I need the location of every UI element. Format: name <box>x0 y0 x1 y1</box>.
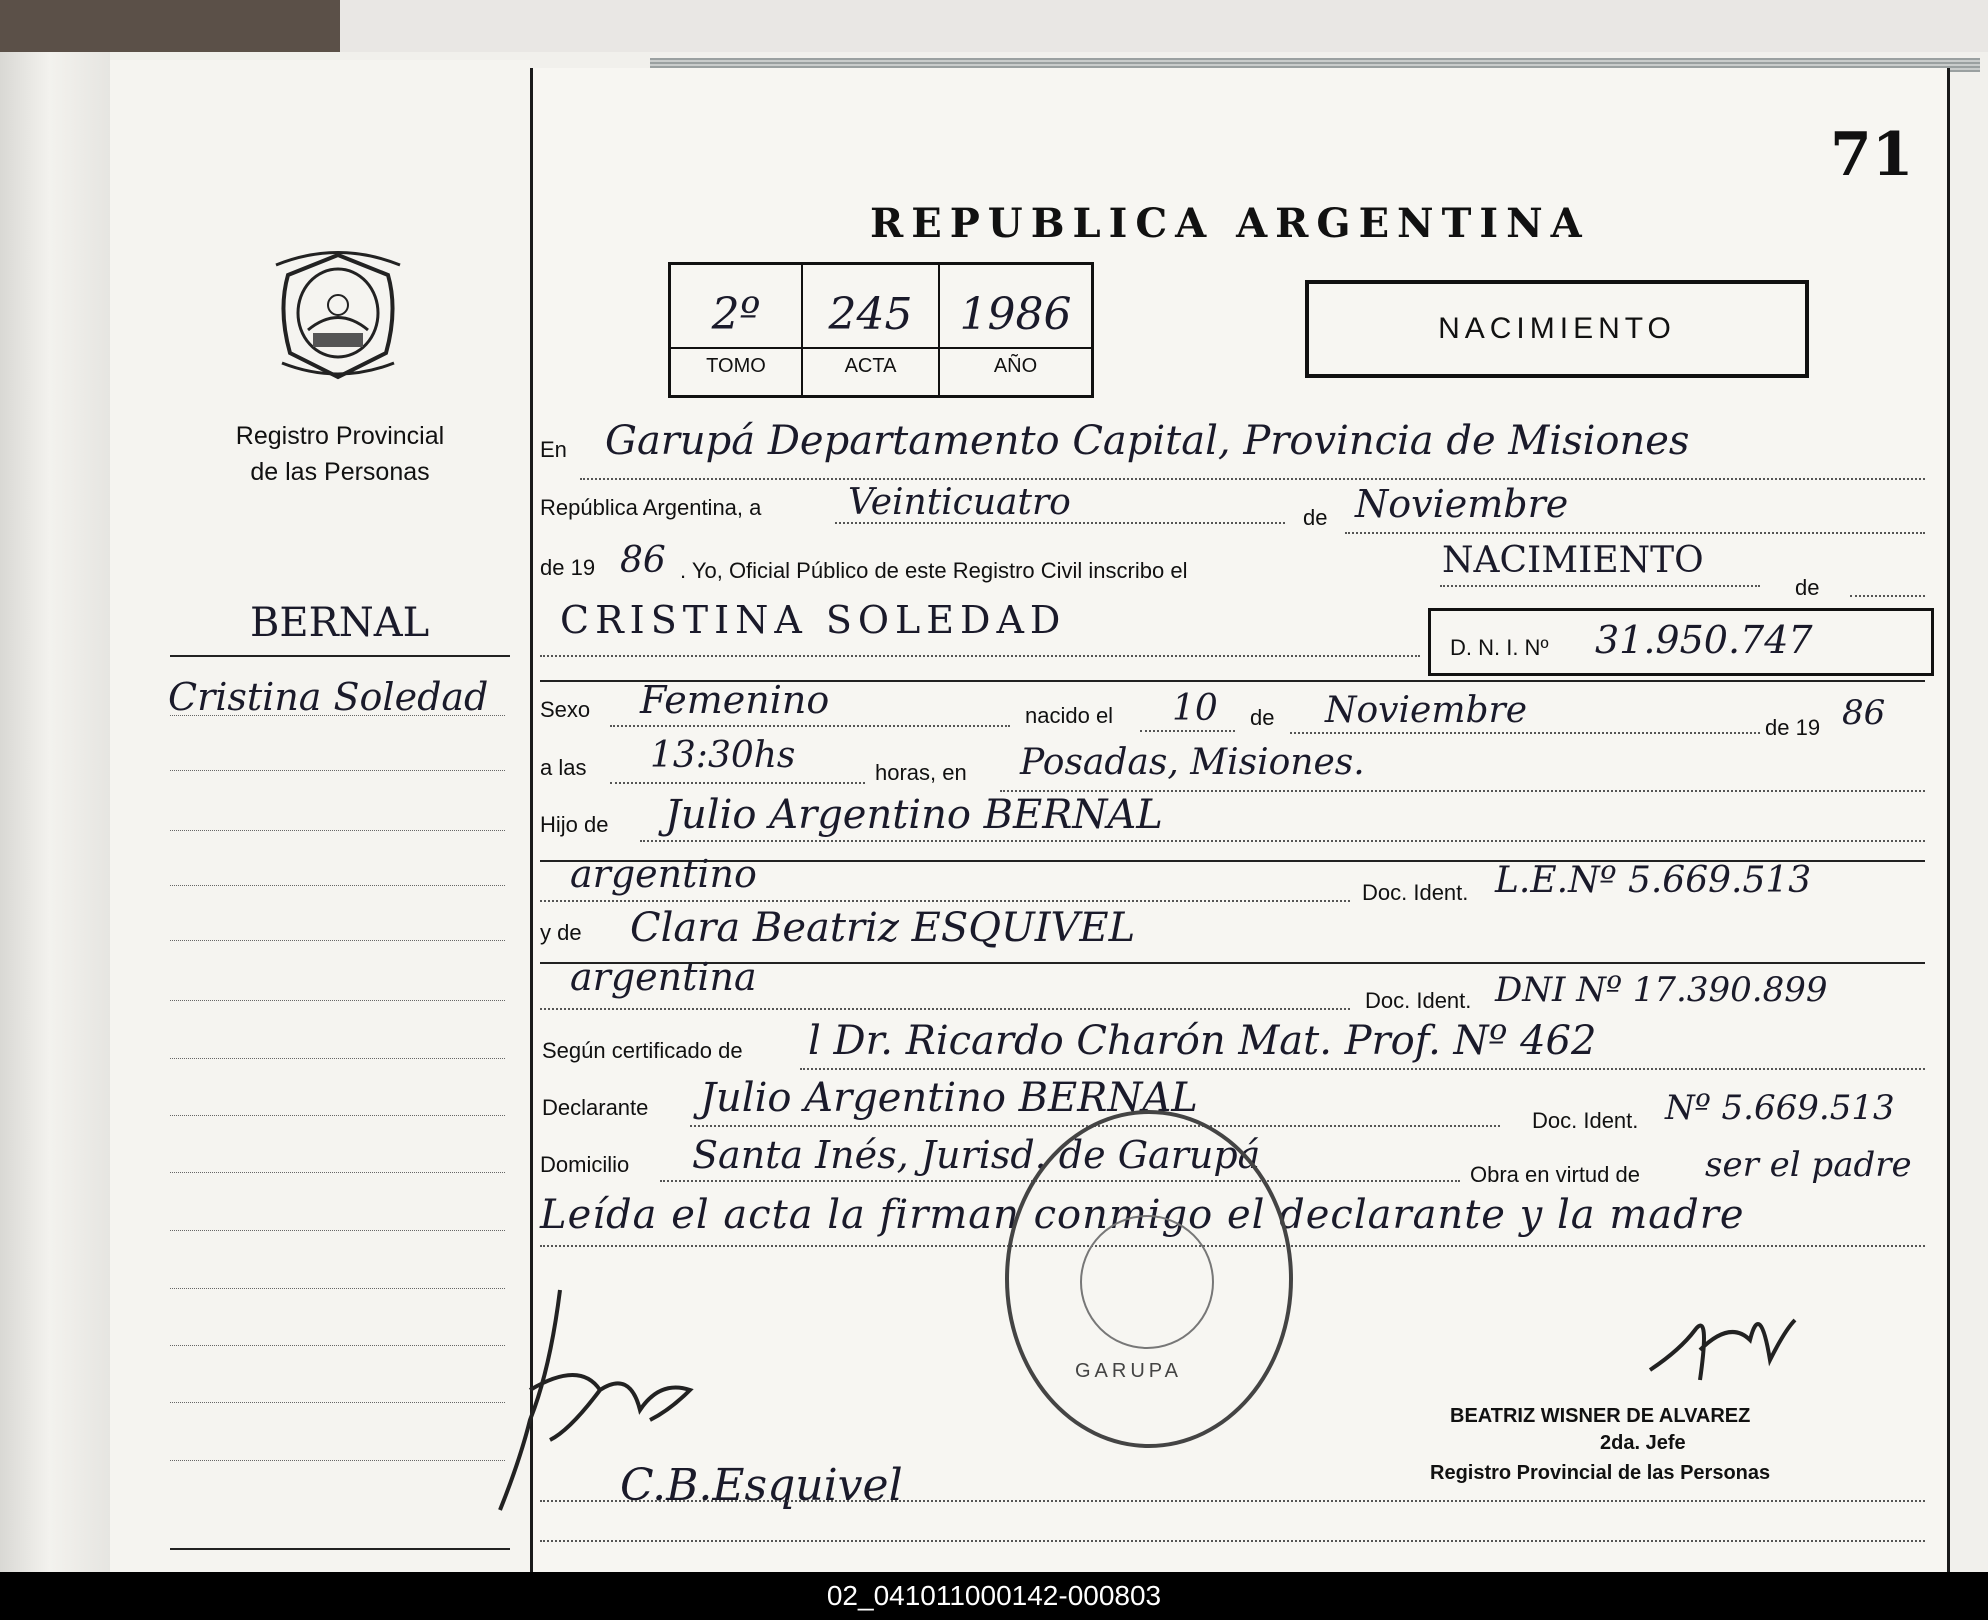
birth-month-line <box>1290 732 1760 734</box>
de-label: de <box>1303 505 1328 530</box>
sexo-label: Sexo <box>540 697 591 722</box>
page-number: 71 <box>1830 120 1914 190</box>
mother-name: Clara Beatriz ESQUIVEL <box>630 905 1136 951</box>
registration-year: 86 <box>620 540 666 581</box>
alas-label: a las <box>540 755 587 780</box>
act-type: NACIMIENTO <box>1442 540 1704 581</box>
dni-label: D. N. I. Nº <box>1450 635 1549 660</box>
margin-given-names: Cristina Soledad <box>168 675 489 719</box>
margin-line <box>170 1460 505 1461</box>
birth-time: 13:30hs <box>650 735 796 776</box>
margin-line <box>170 1402 505 1403</box>
cert-label: Según certificado de <box>542 1038 743 1063</box>
obra-value: ser el padre <box>1705 1145 1912 1185</box>
father-name: Julio Argentino BERNAL <box>665 792 1163 838</box>
margin-line <box>170 830 505 831</box>
signature-line <box>540 1500 1925 1502</box>
dni-value: 31.950.747 <box>1595 618 1813 662</box>
margin-line <box>170 770 505 771</box>
record-type: NACIMIENTO <box>1438 312 1676 345</box>
declarante-doc: Nº 5.669.513 <box>1665 1088 1895 1128</box>
official-signature <box>1640 1290 1800 1400</box>
image-caption-bar <box>0 1572 1988 1620</box>
sexo-value: Femenino <box>640 678 830 722</box>
place-of-registration: Garupá Departamento Capital, Provincia de Misiones <box>605 418 1690 464</box>
margin-line <box>170 1230 505 1231</box>
de-label-3: de <box>1250 705 1275 730</box>
birth-year: 86 <box>1842 693 1886 733</box>
domicilio-label: Domicilio <box>540 1152 630 1177</box>
father-nationality: argentino <box>570 852 757 896</box>
margin-line <box>170 1115 505 1116</box>
anio-label: AÑO <box>993 355 1038 377</box>
domicilio-value: Santa Inés, Jurisd. de Garupá <box>692 1133 1261 1177</box>
official-name: BEATRIZ WISNER DE ALVAREZ <box>1450 1405 1751 1427</box>
declarante-label: Declarante <box>542 1095 649 1120</box>
yde-label: y de <box>540 920 582 945</box>
doc-label-2: Doc. Ident. <box>1365 988 1472 1013</box>
father-nationality-line <box>540 900 1350 902</box>
birth-day: 10 <box>1172 688 1218 729</box>
en-label: En <box>540 437 567 462</box>
act-type-line <box>1440 585 1760 587</box>
acta-label: ACTA <box>844 355 897 377</box>
tomo-cell <box>671 265 803 395</box>
month-line <box>1345 532 1925 534</box>
margin-line <box>170 1345 505 1346</box>
place-line <box>580 478 1925 480</box>
registry-name-line1: Registro Provincial <box>235 422 445 450</box>
mother-nationality-line <box>540 1008 1350 1010</box>
child-name-line <box>540 655 1420 657</box>
birth-day-line <box>1140 730 1235 732</box>
acta-value: 245 <box>828 289 913 340</box>
republic-label: República Argentina, a <box>540 495 762 520</box>
margin-rule <box>170 1548 510 1550</box>
province-seal-icon <box>268 235 408 385</box>
de-line <box>1850 595 1925 597</box>
horas-label: horas, en <box>875 760 967 785</box>
record-type-box <box>1305 280 1809 378</box>
nacido-label: nacido el <box>1025 703 1114 728</box>
registration-month: Noviembre <box>1355 482 1569 526</box>
margin-line <box>170 940 505 941</box>
closing-statement: Leída el acta la firman conmigo el declarante y la madre <box>540 1192 1745 1238</box>
country-heading: REPUBLICA ARGENTINA <box>870 200 1590 247</box>
stamp-place: GARUPA <box>1075 1360 1182 1382</box>
margin-surname: BERNAL <box>250 600 430 646</box>
margin-line <box>170 1288 505 1289</box>
year-prefix: de 19 <box>540 555 596 580</box>
record-number-box <box>668 262 1094 398</box>
cert-line <box>800 1068 1925 1070</box>
registration-day: Veinticuatro <box>848 482 1071 523</box>
mother-signature: C.B.Esquivel <box>620 1460 903 1511</box>
hijo-label: Hijo de <box>540 812 609 837</box>
anio-cell <box>940 265 1091 395</box>
margin-line <box>170 1058 505 1059</box>
cert-value: l Dr. Ricardo Charón Mat. Prof. Nº 462 <box>808 1018 1597 1064</box>
doc-label: Doc. Ident. <box>1362 880 1469 905</box>
father-doc: L.E.Nº 5.669.513 <box>1495 860 1812 901</box>
birth-time-line <box>610 782 865 784</box>
birth-month: Noviembre <box>1325 690 1528 731</box>
margin-line <box>170 1172 505 1173</box>
stamp-emblem-icon <box>1080 1215 1214 1349</box>
margin-line <box>170 1000 505 1001</box>
mother-doc: DNI Nº 17.390.899 <box>1495 970 1828 1010</box>
father-name-line <box>640 840 1925 842</box>
image-code: 02_041011000142-000803 <box>826 1580 1162 1611</box>
de-label-2: de <box>1795 575 1820 600</box>
anio-value: 1986 <box>959 289 1072 340</box>
doc-label-3: Doc. Ident. <box>1532 1108 1639 1133</box>
registry-name-line2: de las Personas <box>250 458 430 486</box>
official-title: 2da. Jefe <box>1600 1432 1686 1454</box>
official-office: Registro Provincial de las Personas <box>1430 1462 1771 1484</box>
margin-line <box>170 715 505 716</box>
acta-cell <box>803 265 940 395</box>
sexo-line <box>610 725 1010 727</box>
declarante-value: Julio Argentino BERNAL <box>700 1075 1198 1121</box>
child-name: CRISTINA SOLEDAD <box>560 598 1067 642</box>
book-spine <box>0 52 110 1572</box>
margin-line <box>170 885 505 886</box>
mother-nationality: argentina <box>570 955 757 999</box>
tomo-label: TOMO <box>706 355 766 377</box>
obra-label: Obra en virtud de <box>1470 1162 1640 1187</box>
signature-line <box>540 1540 1925 1542</box>
tomo-value: 2º <box>711 289 761 340</box>
day-line <box>835 522 1285 524</box>
margin-rule <box>170 655 510 657</box>
birth-year-prefix: de 19 <box>1765 715 1821 740</box>
birth-place: Posadas, Misiones. <box>1020 742 1365 783</box>
registry-name <box>200 418 480 490</box>
registrar-statement: . Yo, Oficial Público de este Registro Civil inscribo el <box>680 558 1188 583</box>
